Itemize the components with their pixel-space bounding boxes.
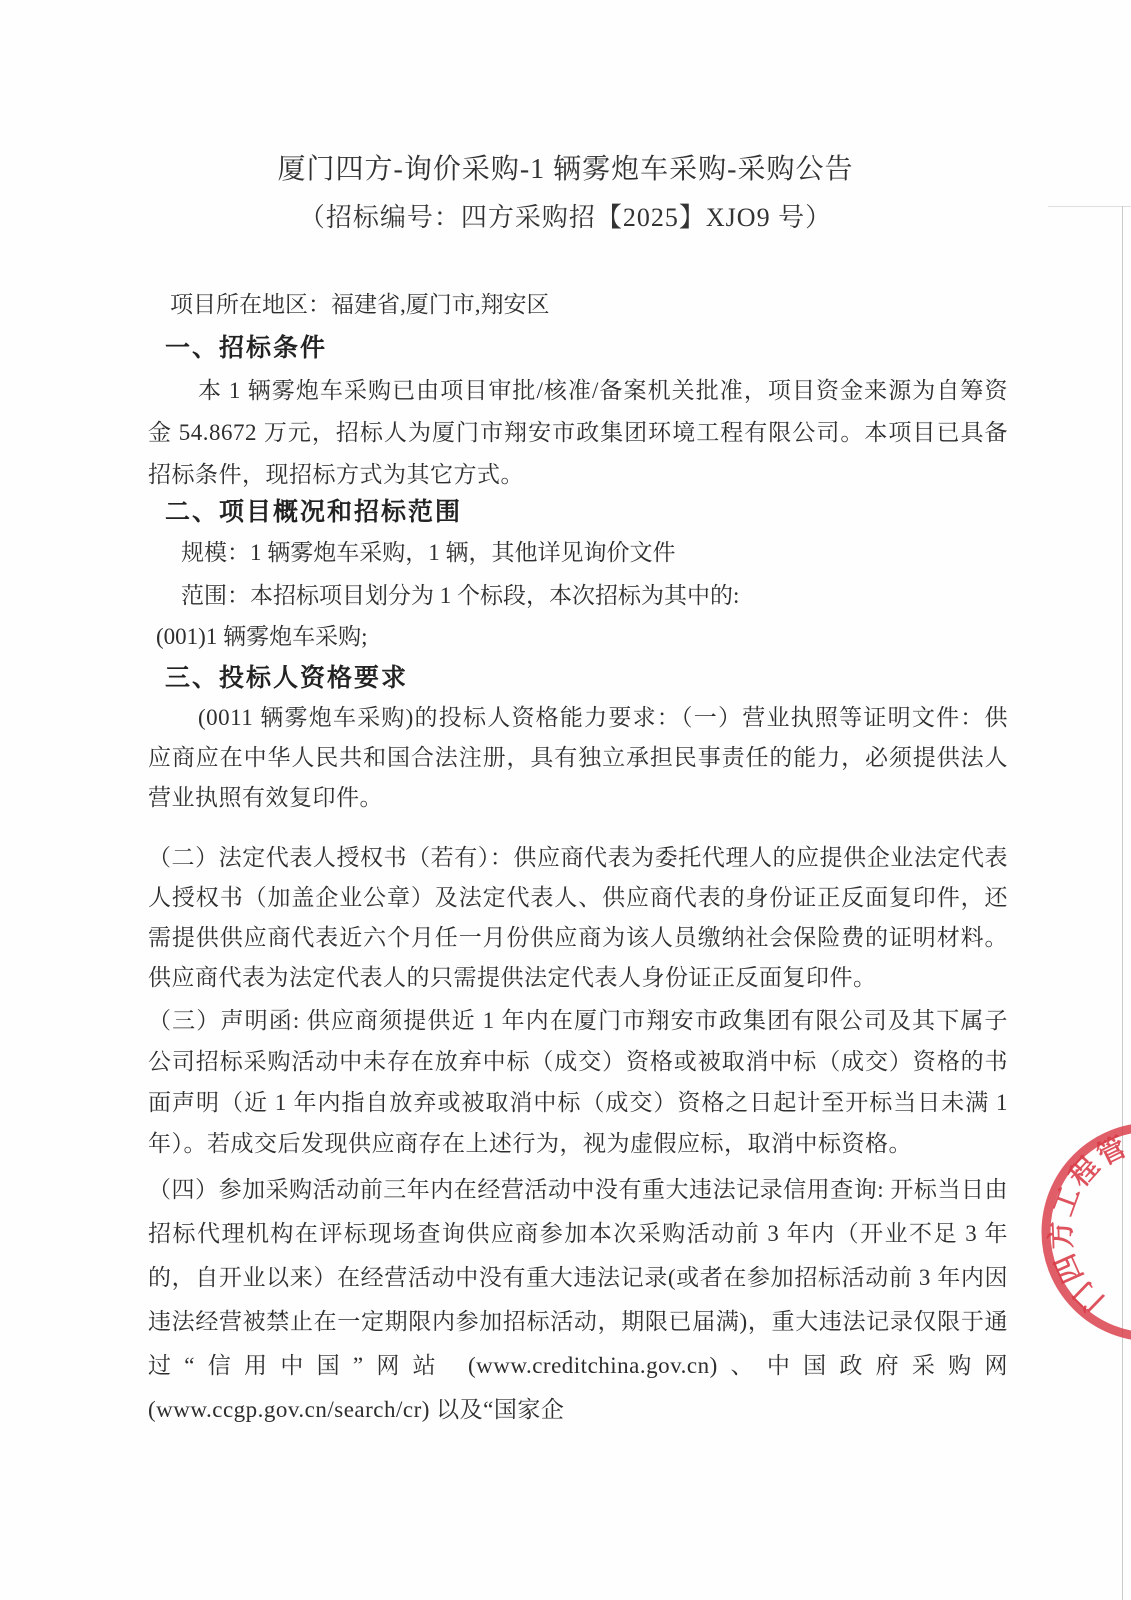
qualification-paragraph-4: （四）参加采购活动前三年内在经营活动中没有重大违法记录信用查询: 开标当日由招标代理机构在评标现场查询供应商参加本次采购活动前 3 年内（开业不足 3 年的，自开业以来）在经营活动中没有重大违法记录(或者在参加招标活动前 3 年内因违法经营被禁止在一定期限内参加招标活动，期限已届满)，重大违法记录仅限于通过“信用中国”网站 (www.creditchina.gov.cn)、中国政府采购网(www.ccgp.gov.cn/search/cr) 以及“国家企 xyxy=(148,1177,1008,1422)
document-subtitle-tender-number: （招标编号：四方采购招【2025】XJO9 号） xyxy=(298,203,833,232)
document-title: 厦门四方-询价采购-1 辆雾炮车采购-采购公告 xyxy=(277,154,854,185)
svg-text:管: 管 xyxy=(1092,1131,1131,1172)
project-location-line: 项目所在地区：福建省,厦门市,翔安区 xyxy=(170,292,550,317)
qualification-paragraph-3: （三）声明函: 供应商须提供近 1 年内在厦门市翔安市政集团有限公司及其下属子公司招标采购活动中未存在放弃中标（成交）资格或被取消中标（成交）资格的书面声明（近 1 年内指自放弃或被取消中标（成交）资格之日起计至开标当日未满 1 年）。若成交后发现供应商存在上述行为，视为虚假应标，取消中标资格。 xyxy=(148,1008,1008,1156)
section-heading-2: 二、项目概况和招标范围 xyxy=(165,498,463,526)
svg-text:四: 四 xyxy=(1048,1249,1089,1288)
company-seal-stamp xyxy=(1031,1112,1131,1352)
project-scale-line: 规模：1 辆雾炮车采购，1 辆，其他详见询价文件 xyxy=(181,540,676,565)
section-heading-3: 三、投标人资格要求 xyxy=(165,664,409,692)
project-scope-line: 范围：本招标项目划分为 1 个标段，本次招标为其中的: xyxy=(181,583,740,608)
svg-text:门: 门 xyxy=(1067,1275,1110,1318)
svg-text:工: 工 xyxy=(1047,1182,1086,1220)
section-heading-1: 一、招标条件 xyxy=(165,334,328,362)
svg-text:程: 程 xyxy=(1063,1150,1106,1193)
lot-001-line: (001)1 辆雾炮车采购; xyxy=(156,624,368,649)
section-1-body: 本 1 辆雾炮车采购已由项目审批/核准/备案机关批准，项目资金来源为自筹资金 54.8672 万元，招标人为厦门市翔安市政集团环境工程有限公司。本项目已具备招标条件，现招标方式为其它方式。 xyxy=(148,378,1008,487)
scan-edge-line-vertical xyxy=(1122,206,1123,1600)
qualification-paragraph-2: （二）法定代表人授权书（若有）：供应商代表为委托代理人的应提供企业法定代表人授权书（加盖企业公章）及法定代表人、供应商代表的身份证正反面复印件，还需提供供应商代表近六个月任一月份供应商为该人员缴纳社会保险费的证明材料。供应商代表为法定代表人的只需提供法定代表人身份证正反面复印件。 xyxy=(148,845,1008,990)
qualification-paragraph-1: (0011 辆雾炮车采购)的投标人资格能力要求：（一）营业执照等证明文件：供应商应在中华人民共和国合法注册，具有独立承担民事责任的能力，必须提供法人营业执照有效复印件。 xyxy=(148,705,1008,810)
svg-text:方: 方 xyxy=(1045,1220,1078,1250)
